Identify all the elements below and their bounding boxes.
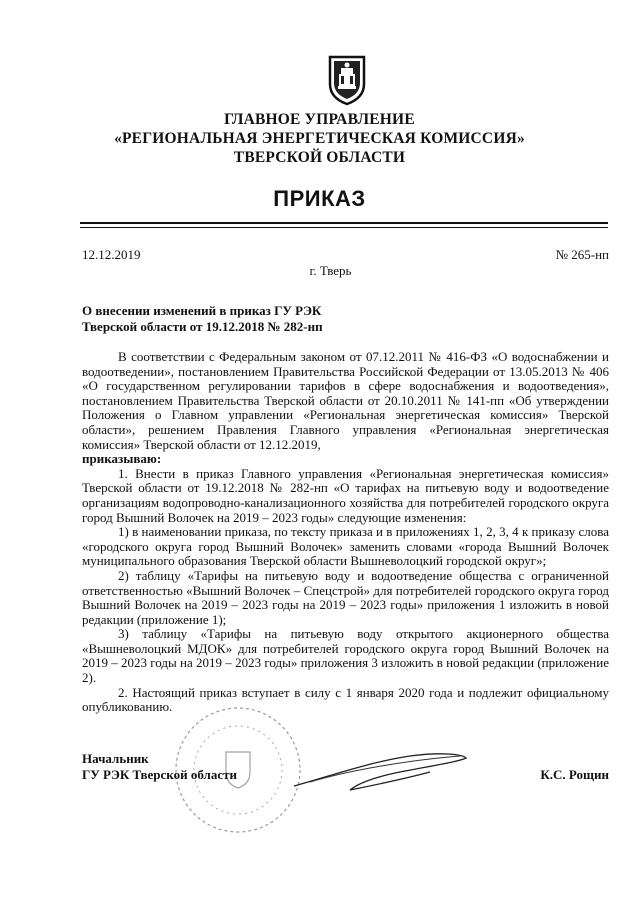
org-line-2: «РЕГИОНАЛЬНАЯ ЭНЕРГЕТИЧЕСКАЯ КОМИССИЯ» [114, 130, 525, 147]
item-2-paragraph: 2. Настоящий приказ вступает в силу с 1 января 2020 года и подлежит официальному опубликованию. [82, 684, 609, 715]
organization-name [0, 110, 639, 167]
preamble-paragraph: В соответствии с Федеральным законом от 07.12.2011 № 416-ФЗ «О водоснабжении и водоотведении», постановлением Правительства Российской Федерации от 13.05.2013 № 406 «О государственном регулировании тарифов в сфере водоснабжения и водоотведения», постановлением Правительства Тверской области от 20.10.2011 № 141-пп «Об утверждении Положения о Главном управлении «Региональная энергетическая комиссия» Тверской области», решением Правления Главного управления «Региональная энергетическая комиссия» Тверской области от 12.12.2019, [82, 349, 609, 452]
document-type-title: ПРИКАЗ [273, 186, 366, 211]
document-date: 12.12.2019 [82, 247, 141, 262]
document-number: № 265-нп [555, 247, 609, 262]
document-city: г. Тверь [309, 263, 352, 278]
position-line-2: ГУ РЭК Тверской области [82, 767, 237, 782]
subject-line-2: Тверской области от 19.12.2018 № 282-нп [82, 319, 323, 334]
subject-line-1: О внесении изменений в приказ ГУ РЭК [82, 303, 322, 318]
handwritten-signature-icon [290, 742, 470, 798]
position-line-1: Начальник [82, 751, 149, 766]
org-line-3: ТВЕРСКОЙ ОБЛАСТИ [233, 149, 406, 166]
order-word: приказываю: [82, 451, 162, 467]
document-subject [82, 303, 323, 335]
item-1-1-paragraph: 1) в наименовании приказа, по тексту приказа и в приложениях 1, 2, 3, 4 к приказу слова «городского округа город Вышний Волочек» заменить словами «города Вышний Волочек муниципального образования Тверской области Вышневолоцкий городской округ»; [82, 524, 609, 569]
signatory-name: К.С. Рощин [540, 767, 609, 782]
signatory-position [82, 751, 237, 783]
item-1-3-paragraph: 3) таблицу «Тарифы на питьевую воду открытого акционерного общества «Вышневолоцкий МДОК» для потребителей городского округа город Вышний Волочек на 2019 – 2023 годы на 2019 – 2023 годы» приложения 3 изложить в новой редакции (приложение 2). [82, 626, 609, 686]
item-1-paragraph: 1. Внести в приказ Главного управления «Региональная энергетическая комиссия» Тверской области от 19.12.2018 № 282-нп «О тарифах на питьевую воду и водоотведение организациям водопроводно-канализационного хозяйства для потребителей городского округа город Вышний Волочек на 2019 – 2023 годы» следующие изменения: [82, 465, 609, 525]
header-divider-thin [80, 227, 608, 228]
org-line-1: ГЛАВНОЕ УПРАВЛЕНИЕ [224, 111, 415, 128]
coat-of-arms-icon [327, 54, 367, 106]
item-1-2-paragraph: 2) таблицу «Тарифы на питьевую воду и водоотведение общества с ограниченной ответственностью «Вышний Волочек – Спецстрой» для потребителей городского округа город Вышний Волочек на 2019 – 2023 годы на 2019 – 2023 годы» приложения 1 изложить в новой редакции (приложение 1); [82, 567, 609, 627]
document-body [82, 350, 609, 715]
header-divider-thick [80, 222, 608, 224]
